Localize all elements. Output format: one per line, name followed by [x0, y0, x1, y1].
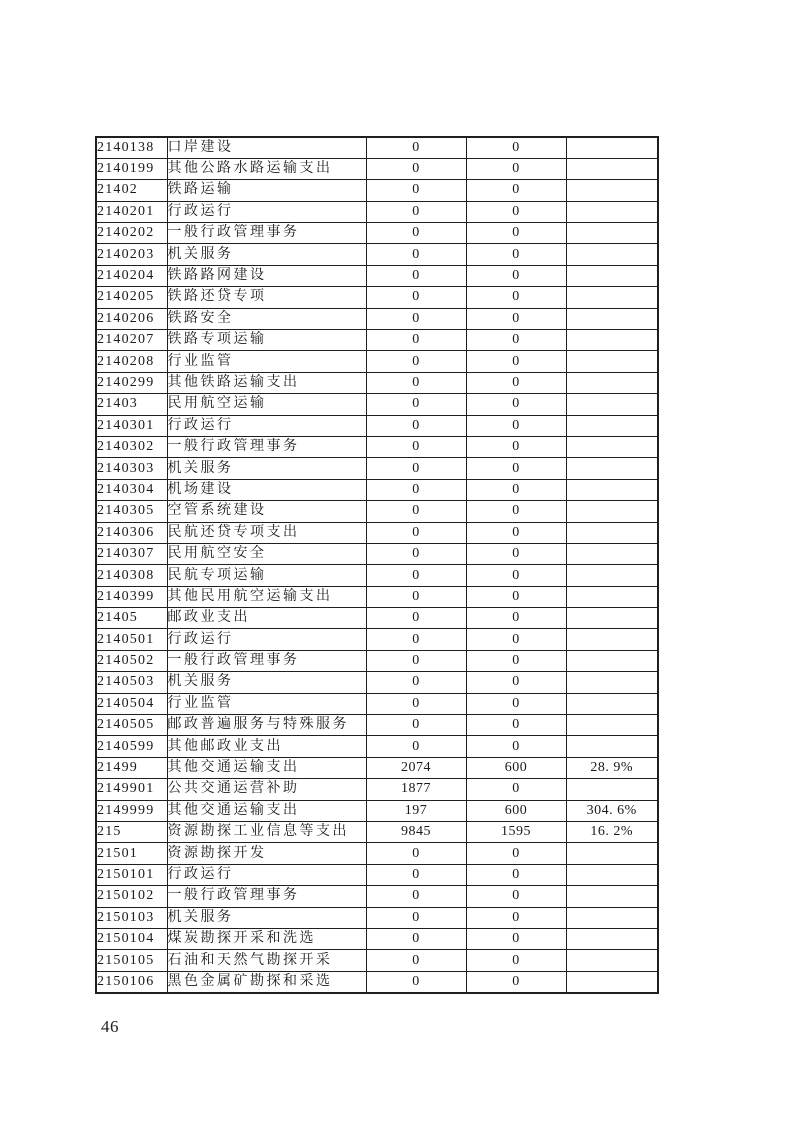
- name-cell: 一般行政管理事务: [167, 650, 366, 671]
- table-row: [96, 608, 658, 629]
- percent-cell: [566, 543, 658, 564]
- code-cell: 21402: [96, 180, 167, 201]
- value1-cell: 0: [366, 907, 466, 928]
- table-row: [96, 586, 658, 607]
- page-number: 46: [101, 1017, 119, 1036]
- code-cell: 2140599: [96, 736, 167, 757]
- percent-cell: [566, 672, 658, 693]
- value1-cell: 0: [366, 843, 466, 864]
- table-row: [96, 971, 658, 992]
- table-row: [96, 287, 658, 308]
- code-cell: 2140299: [96, 372, 167, 393]
- name-cell: 其他邮政业支出: [167, 736, 366, 757]
- value1-cell: 0: [366, 287, 466, 308]
- value2-cell: 0: [466, 501, 566, 522]
- value1-cell: 0: [366, 330, 466, 351]
- value1-cell: 0: [366, 629, 466, 650]
- value2-cell: 0: [466, 693, 566, 714]
- value1-cell: 0: [366, 415, 466, 436]
- table-row: [96, 864, 658, 885]
- percent-cell: [566, 137, 658, 158]
- name-cell: 其他交通运输支出: [167, 757, 366, 778]
- table-row: [96, 501, 658, 522]
- code-cell: 2150101: [96, 864, 167, 885]
- code-cell: 2150106: [96, 971, 167, 992]
- code-cell: 2140503: [96, 672, 167, 693]
- value2-cell: 0: [466, 522, 566, 543]
- code-cell: 2149999: [96, 800, 167, 821]
- value1-cell: 0: [366, 372, 466, 393]
- percent-cell: [566, 608, 658, 629]
- table-row: [96, 180, 658, 201]
- code-cell: 2140138: [96, 137, 167, 158]
- table-row: [96, 351, 658, 372]
- code-cell: 2149901: [96, 779, 167, 800]
- value1-cell: 0: [366, 458, 466, 479]
- percent-cell: [566, 950, 658, 971]
- value1-cell: 0: [366, 693, 466, 714]
- value2-cell: 0: [466, 586, 566, 607]
- table-row: [96, 265, 658, 286]
- percent-cell: [566, 715, 658, 736]
- code-cell: 2140505: [96, 715, 167, 736]
- table-row: [96, 394, 658, 415]
- budget-table: [95, 136, 659, 994]
- code-cell: 2140304: [96, 479, 167, 500]
- name-cell: 机关服务: [167, 907, 366, 928]
- name-cell: 其他铁路运输支出: [167, 372, 366, 393]
- table-row: [96, 201, 658, 222]
- code-cell: 2140201: [96, 201, 167, 222]
- percent-cell: [566, 244, 658, 265]
- percent-cell: [566, 843, 658, 864]
- name-cell: 其他民用航空运输支出: [167, 586, 366, 607]
- name-cell: 行政运行: [167, 629, 366, 650]
- code-cell: 2140205: [96, 287, 167, 308]
- percent-cell: [566, 330, 658, 351]
- value1-cell: 0: [366, 308, 466, 329]
- value2-cell: 0: [466, 479, 566, 500]
- value2-cell: 0: [466, 330, 566, 351]
- value2-cell: 0: [466, 886, 566, 907]
- code-cell: 215: [96, 822, 167, 843]
- value1-cell: 0: [366, 479, 466, 500]
- table-row: [96, 715, 658, 736]
- table-row: [96, 800, 658, 821]
- code-cell: 2140208: [96, 351, 167, 372]
- percent-cell: [566, 479, 658, 500]
- percent-cell: [566, 736, 658, 757]
- value1-cell: 0: [366, 971, 466, 992]
- name-cell: 行政运行: [167, 864, 366, 885]
- name-cell: 民航专项运输: [167, 565, 366, 586]
- value2-cell: 600: [466, 800, 566, 821]
- code-cell: 21405: [96, 608, 167, 629]
- table-row: [96, 330, 658, 351]
- percent-cell: 304. 6%: [566, 800, 658, 821]
- name-cell: 民用航空安全: [167, 543, 366, 564]
- name-cell: 铁路还贷专项: [167, 287, 366, 308]
- table-row: [96, 458, 658, 479]
- percent-cell: [566, 565, 658, 586]
- table-row: [96, 779, 658, 800]
- value2-cell: 0: [466, 928, 566, 949]
- percent-cell: [566, 201, 658, 222]
- table-row: [96, 629, 658, 650]
- table-row: [96, 886, 658, 907]
- budget-table-body: [96, 137, 658, 993]
- percent-cell: [566, 265, 658, 286]
- table-row: [96, 543, 658, 564]
- percent-cell: [566, 501, 658, 522]
- value1-cell: 0: [366, 543, 466, 564]
- percent-cell: [566, 693, 658, 714]
- value2-cell: 0: [466, 287, 566, 308]
- value1-cell: 0: [366, 201, 466, 222]
- value2-cell: 0: [466, 458, 566, 479]
- code-cell: 2140207: [96, 330, 167, 351]
- value2-cell: 0: [466, 436, 566, 457]
- name-cell: 邮政业支出: [167, 608, 366, 629]
- name-cell: 行政运行: [167, 415, 366, 436]
- percent-cell: [566, 158, 658, 179]
- table-row: [96, 244, 658, 265]
- value2-cell: 0: [466, 779, 566, 800]
- value2-cell: 0: [466, 223, 566, 244]
- value1-cell: 0: [366, 351, 466, 372]
- code-cell: 2140206: [96, 308, 167, 329]
- percent-cell: [566, 886, 658, 907]
- value2-cell: 0: [466, 201, 566, 222]
- value2-cell: 0: [466, 308, 566, 329]
- percent-cell: [566, 180, 658, 201]
- code-cell: 21501: [96, 843, 167, 864]
- value2-cell: 0: [466, 543, 566, 564]
- value2-cell: 0: [466, 137, 566, 158]
- code-cell: 2140305: [96, 501, 167, 522]
- value1-cell: 0: [366, 137, 466, 158]
- value1-cell: 0: [366, 265, 466, 286]
- name-cell: 机场建设: [167, 479, 366, 500]
- table-row: [96, 672, 658, 693]
- table-row: [96, 757, 658, 778]
- value2-cell: 0: [466, 629, 566, 650]
- value1-cell: 0: [366, 565, 466, 586]
- percent-cell: [566, 223, 658, 244]
- code-cell: 2140303: [96, 458, 167, 479]
- name-cell: 行业监管: [167, 693, 366, 714]
- value2-cell: 0: [466, 971, 566, 992]
- name-cell: 铁路运输: [167, 180, 366, 201]
- table-row: [96, 950, 658, 971]
- code-cell: 21499: [96, 757, 167, 778]
- code-cell: 2140202: [96, 223, 167, 244]
- table-row: [96, 436, 658, 457]
- percent-cell: [566, 436, 658, 457]
- table-row: [96, 415, 658, 436]
- table-row: [96, 308, 658, 329]
- code-cell: 21403: [96, 394, 167, 415]
- value1-cell: 0: [366, 158, 466, 179]
- table-row: [96, 907, 658, 928]
- name-cell: 铁路路网建设: [167, 265, 366, 286]
- table-row: [96, 843, 658, 864]
- table-row: [96, 137, 658, 158]
- table-row: [96, 565, 658, 586]
- percent-cell: [566, 394, 658, 415]
- value1-cell: 0: [366, 950, 466, 971]
- value2-cell: 0: [466, 244, 566, 265]
- value2-cell: 0: [466, 265, 566, 286]
- percent-cell: [566, 458, 658, 479]
- value1-cell: 0: [366, 650, 466, 671]
- code-cell: 2140301: [96, 415, 167, 436]
- name-cell: 石油和天然气勘探开采: [167, 950, 366, 971]
- value1-cell: 0: [366, 394, 466, 415]
- code-cell: 2140307: [96, 543, 167, 564]
- value1-cell: 0: [366, 928, 466, 949]
- code-cell: 2150104: [96, 928, 167, 949]
- name-cell: 资源勘探工业信息等支出: [167, 822, 366, 843]
- value2-cell: 0: [466, 565, 566, 586]
- code-cell: 2140308: [96, 565, 167, 586]
- name-cell: 一般行政管理事务: [167, 223, 366, 244]
- table-row: [96, 223, 658, 244]
- value1-cell: 0: [366, 586, 466, 607]
- code-cell: 2140504: [96, 693, 167, 714]
- value1-cell: 0: [366, 886, 466, 907]
- code-cell: 2140204: [96, 265, 167, 286]
- code-cell: 2140199: [96, 158, 167, 179]
- table-row: [96, 928, 658, 949]
- table-row: [96, 158, 658, 179]
- value2-cell: 0: [466, 843, 566, 864]
- value2-cell: 0: [466, 907, 566, 928]
- value1-cell: 0: [366, 223, 466, 244]
- percent-cell: [566, 586, 658, 607]
- table-row: [96, 522, 658, 543]
- percent-cell: [566, 351, 658, 372]
- name-cell: 公共交通运营补助: [167, 779, 366, 800]
- name-cell: 口岸建设: [167, 137, 366, 158]
- value2-cell: 0: [466, 415, 566, 436]
- code-cell: 2150103: [96, 907, 167, 928]
- name-cell: 其他交通运输支出: [167, 800, 366, 821]
- percent-cell: [566, 287, 658, 308]
- value2-cell: 0: [466, 351, 566, 372]
- value2-cell: 0: [466, 672, 566, 693]
- value2-cell: 600: [466, 757, 566, 778]
- value1-cell: 197: [366, 800, 466, 821]
- percent-cell: [566, 415, 658, 436]
- value1-cell: 0: [366, 715, 466, 736]
- name-cell: 铁路安全: [167, 308, 366, 329]
- name-cell: 机关服务: [167, 458, 366, 479]
- name-cell: 一般行政管理事务: [167, 436, 366, 457]
- code-cell: 2140502: [96, 650, 167, 671]
- value1-cell: 2074: [366, 757, 466, 778]
- value2-cell: 0: [466, 608, 566, 629]
- percent-cell: [566, 928, 658, 949]
- name-cell: 资源勘探开发: [167, 843, 366, 864]
- name-cell: 黑色金属矿勘探和采选: [167, 971, 366, 992]
- value1-cell: 0: [366, 244, 466, 265]
- percent-cell: 16. 2%: [566, 822, 658, 843]
- value1-cell: 0: [366, 736, 466, 757]
- value2-cell: 0: [466, 864, 566, 885]
- percent-cell: [566, 650, 658, 671]
- value2-cell: 0: [466, 394, 566, 415]
- value2-cell: 0: [466, 715, 566, 736]
- table-row: [96, 693, 658, 714]
- code-cell: 2140399: [96, 586, 167, 607]
- percent-cell: [566, 372, 658, 393]
- code-cell: 2150102: [96, 886, 167, 907]
- value1-cell: 0: [366, 501, 466, 522]
- table-row: [96, 372, 658, 393]
- value1-cell: 0: [366, 180, 466, 201]
- value2-cell: 0: [466, 650, 566, 671]
- value2-cell: 0: [466, 736, 566, 757]
- code-cell: 2150105: [96, 950, 167, 971]
- table-row: [96, 650, 658, 671]
- name-cell: 机关服务: [167, 244, 366, 265]
- table-row: [96, 736, 658, 757]
- value2-cell: 0: [466, 158, 566, 179]
- value1-cell: 1877: [366, 779, 466, 800]
- percent-cell: [566, 971, 658, 992]
- table-row: [96, 822, 658, 843]
- value1-cell: 0: [366, 864, 466, 885]
- name-cell: 铁路专项运输: [167, 330, 366, 351]
- name-cell: 一般行政管理事务: [167, 886, 366, 907]
- value2-cell: 1595: [466, 822, 566, 843]
- percent-cell: 28. 9%: [566, 757, 658, 778]
- code-cell: 2140306: [96, 522, 167, 543]
- name-cell: 其他公路水路运输支出: [167, 158, 366, 179]
- name-cell: 民用航空运输: [167, 394, 366, 415]
- percent-cell: [566, 629, 658, 650]
- percent-cell: [566, 907, 658, 928]
- name-cell: 民航还贷专项支出: [167, 522, 366, 543]
- name-cell: 空管系统建设: [167, 501, 366, 522]
- table-row: [96, 479, 658, 500]
- value1-cell: 0: [366, 608, 466, 629]
- value2-cell: 0: [466, 180, 566, 201]
- name-cell: 煤炭勘探开采和洗选: [167, 928, 366, 949]
- value2-cell: 0: [466, 950, 566, 971]
- code-cell: 2140501: [96, 629, 167, 650]
- value1-cell: 9845: [366, 822, 466, 843]
- name-cell: 邮政普遍服务与特殊服务: [167, 715, 366, 736]
- name-cell: 行业监管: [167, 351, 366, 372]
- percent-cell: [566, 308, 658, 329]
- percent-cell: [566, 779, 658, 800]
- code-cell: 2140302: [96, 436, 167, 457]
- value1-cell: 0: [366, 522, 466, 543]
- value1-cell: 0: [366, 672, 466, 693]
- percent-cell: [566, 522, 658, 543]
- value1-cell: 0: [366, 436, 466, 457]
- percent-cell: [566, 864, 658, 885]
- code-cell: 2140203: [96, 244, 167, 265]
- value2-cell: 0: [466, 372, 566, 393]
- name-cell: 行政运行: [167, 201, 366, 222]
- name-cell: 机关服务: [167, 672, 366, 693]
